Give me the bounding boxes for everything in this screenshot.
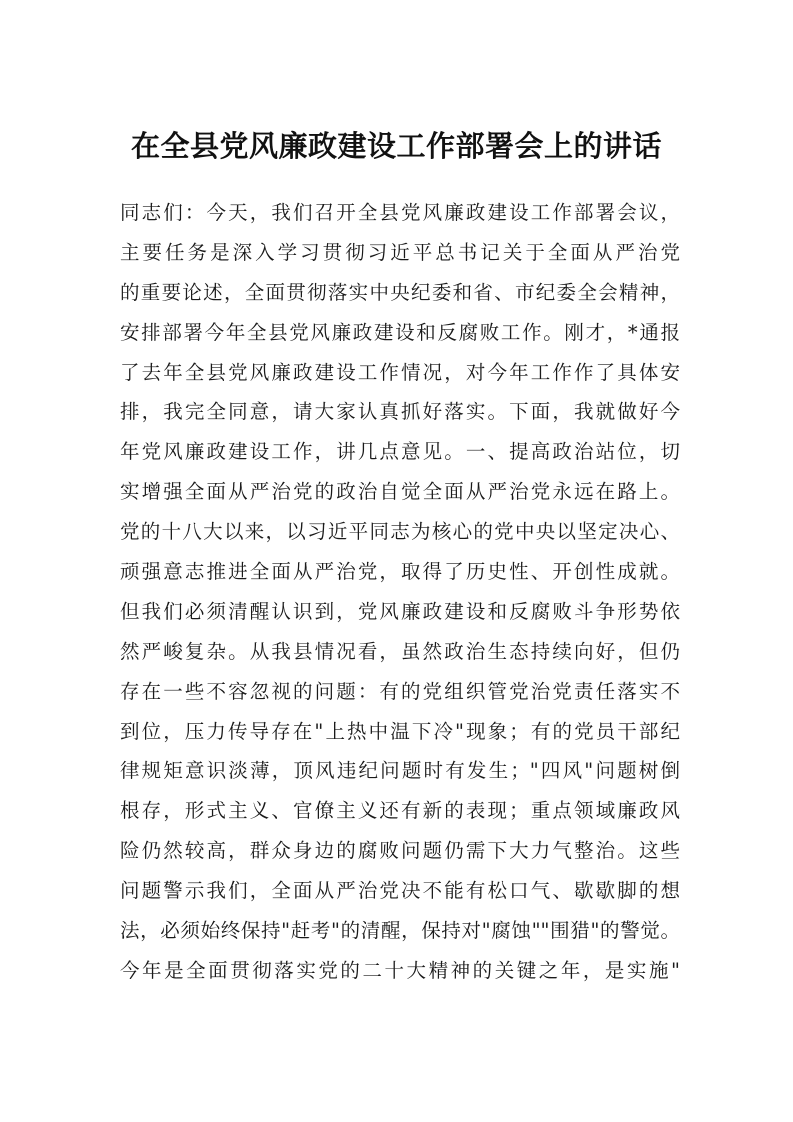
body-line: 了去年全县党风廉政建设工作情况，对今年工作作了具体安 [120, 360, 680, 384]
body-line: 的重要论述，全面贯彻落实中央纪委和省、市纪委全会精神， [120, 280, 680, 304]
body-line: 到位，压力传导存在"上热中温下冷"现象；有的党员干部纪 [120, 719, 680, 743]
body-line: 律规矩意识淡薄，顶风违纪问题时有发生；"四风"问题树倒 [120, 759, 680, 783]
body-line: 安排部署今年全县党风廉政建设和反腐败工作。刚才，*通报 [120, 320, 680, 344]
body-line: 主要任务是深入学习贯彻习近平总书记关于全面从严治党 [120, 240, 680, 264]
body-line: 但我们必须清醒认识到，党风廉政建设和反腐败斗争形势依 [120, 599, 680, 623]
body-line: 顽强意志推进全面从严治党，取得了历史性、开创性成就。 [120, 560, 680, 584]
body-line: 险仍然较高，群众身边的腐败问题仍需下大力气整治。这些 [120, 839, 680, 863]
body-line: 实增强全面从严治党的政治自觉全面从严治党永远在路上。 [120, 480, 680, 504]
body-line: 然严峻复杂。从我县情况看，虽然政治生态持续向好，但仍 [120, 639, 680, 663]
body-line: 问题警示我们，全面从严治党决不能有松口气、歇歇脚的想 [120, 879, 680, 903]
body-line: 今年是全面贯彻落实党的二十大精神的关键之年，是实施" [120, 958, 680, 982]
document-body [120, 193, 680, 991]
body-line: 存在一些不容忽视的问题：有的党组织管党治党责任落实不 [120, 679, 680, 703]
body-line: 年党风廉政建设工作，讲几点意见。一、提高政治站位，切 [120, 440, 680, 464]
body-line: 排，我完全同意，请大家认真抓好落实。下面，我就做好今 [120, 400, 680, 424]
document-title: 在全县党风廉政建设工作部署会上的讲话 [130, 129, 662, 163]
body-line: 同志们：今天，我们召开全县党风廉政建设工作部署会议， [120, 201, 680, 224]
body-line: 法，必须始终保持"赶考"的清醒，保持对"腐蚀""围猎"的警觉。 [120, 919, 680, 943]
body-line: 党的十八大以来，以习近平同志为核心的党中央以坚定决心、 [120, 520, 680, 544]
body-line: 根存，形式主义、官僚主义还有新的表现；重点领域廉政风 [120, 799, 680, 823]
